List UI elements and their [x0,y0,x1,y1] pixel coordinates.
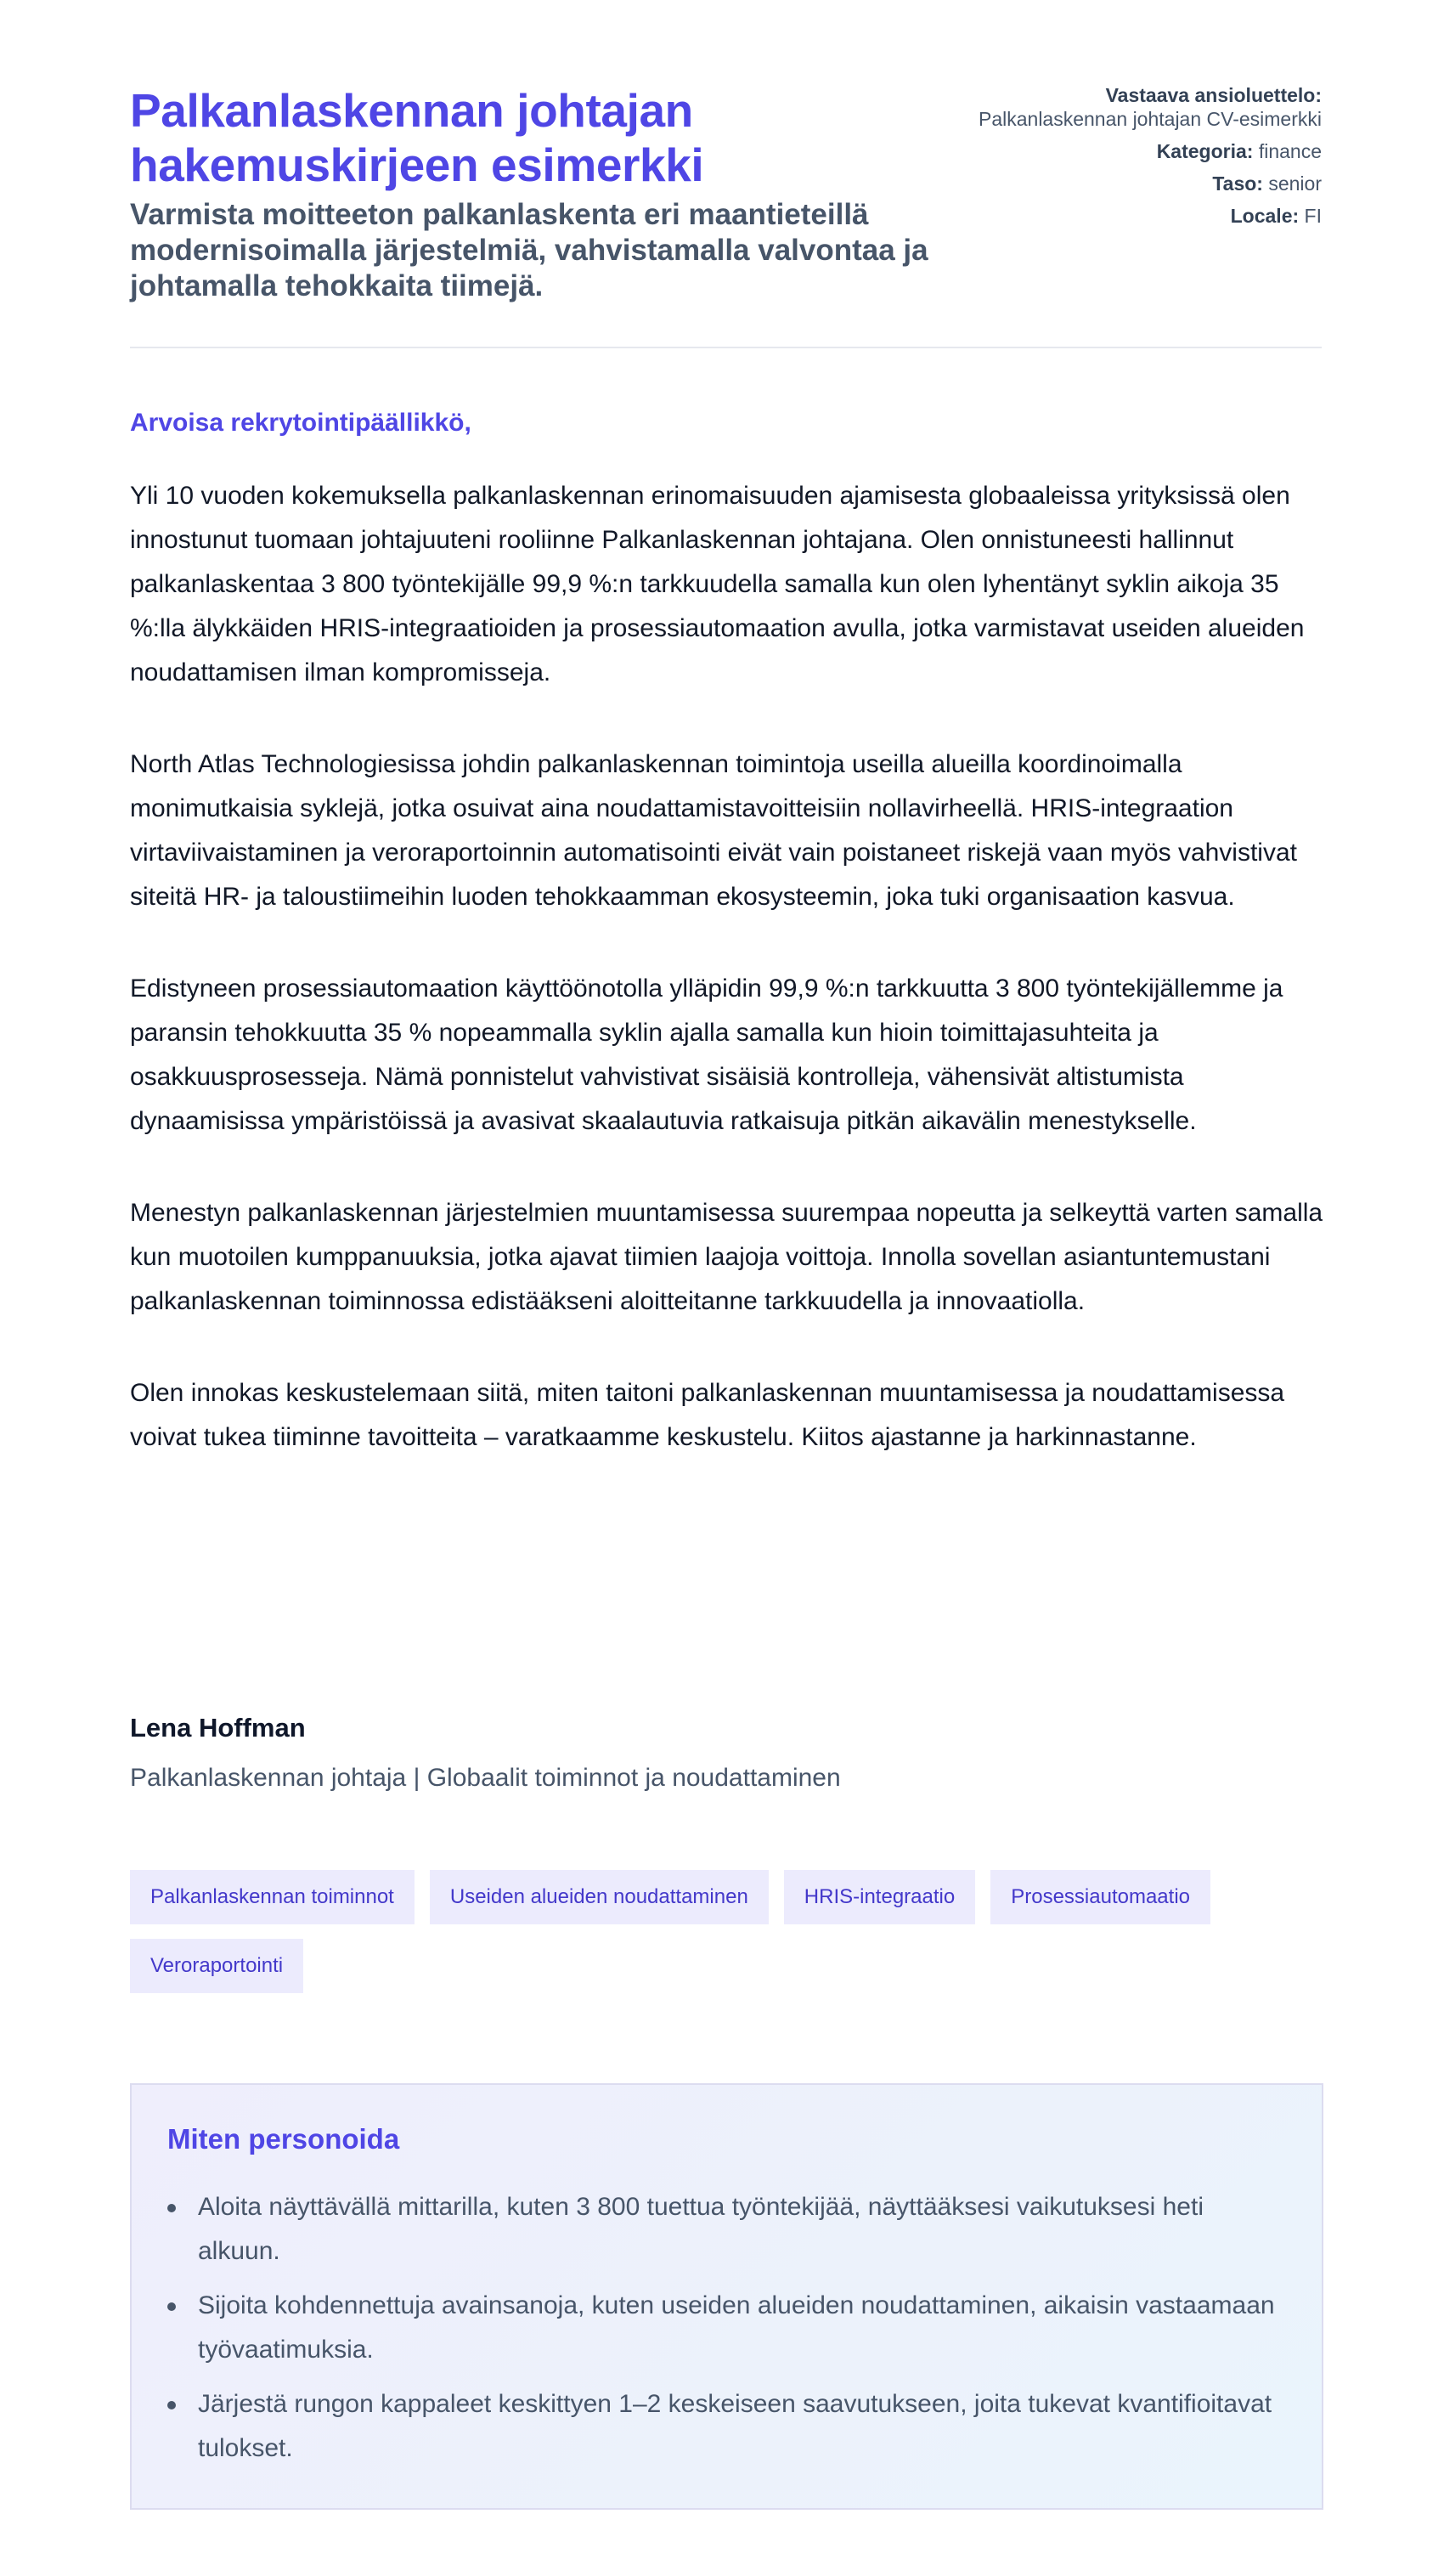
bullet-icon [167,2204,176,2212]
signature-name: Lena Hoffman [130,1713,306,1743]
letter-paragraph: Edistyneen prosessiautomaation käyttöönotolla ylläpidin 99,9 %:n tarkkuutta 3 800 työntekijällemme ja paransin tehokkuutta 35 % nopeammalla syklin ajalla samalla kun hioin toimittajasuhteita ja osakkuusprosesseja. Nämä ponnistelut vahvistivat sisäisiä kontrolleja, vähensivät altistumista dynaamisissa ympäristöissä ja avasivat skaalautuvia ratkaisuja pitkän aikavälin menestykselle. [130,974,1283,1135]
skill-tag: Veroraportointi [130,1939,303,1993]
letter-greeting: Arvoisa rekrytointipäällikkö, [130,409,471,437]
tips-list-item [167,2185,1289,2274]
skill-tag: Prosessiautomaatio [990,1870,1210,1924]
skill-tag: Useiden alueiden noudattaminen [430,1870,769,1924]
tips-list-item [167,2382,1289,2471]
meta-related-resume-value: Palkanlaskennan johtajan CV-esimerkki [979,108,1322,130]
page-title: Palkanlaskennan johtajan hakemuskirjeen esimerkki [130,84,704,191]
meta-level-value: senior [1268,172,1322,195]
tips-list-item-text: Sijoita kohdennettuja avainsanoja, kuten useiden alueiden noudattaminen, aikaisin vastaamaan työvaatimuksia. [198,2291,1275,2364]
tips-list [167,2185,1289,2481]
skill-tags [130,1870,1336,1993]
meta-panel [956,83,1322,236]
meta-locale-label: Locale: [1230,205,1300,227]
skill-tag: Palkanlaskennan toiminnot [130,1870,415,1924]
meta-related-resume [956,83,1322,131]
meta-locale-value: FI [1304,205,1322,227]
letter-body [130,474,1328,1507]
bullet-icon [167,2302,176,2311]
meta-category [956,139,1322,163]
meta-locale [956,204,1322,228]
meta-level [956,172,1322,195]
personalization-tips-box [130,2083,1323,2510]
letter-paragraph: North Atlas Technologiesissa johdin palkanlaskennan toimintoja useilla alueilla koordinoimalla monimutkaisia syklejä, jotka osuivat aina noudattamistavoitteisiin nollavirheellä. HRIS-integraation virtaviivaistaminen ja veroraportoinnin automatisointi eivät vain poistaneet riskejä vaan myös vahvistivat siteitä HR- ja taloustiimeihin luoden tehokkaamman ekosysteemin, joka tuki organisaation kasvua. [130,750,1297,911]
meta-level-label: Taso: [1212,172,1263,195]
letter-paragraph: Menestyn palkanlaskennan järjestelmien muuntamisessa suurempaa nopeutta ja selkeyttä varten samalla kun muotoilen kumppanuuksia, jotka ajavat tiimien laajoja voittoja. Innolla sovellan asiantuntemustani palkanlaskennan toiminnossa edistääkseni aloitteitanne tarkkuudella ja innovaatiolla. [130,1199,1323,1315]
tips-list-item [167,2284,1289,2372]
tips-list-item-text: Järjestä rungon kappaleet keskittyen 1–2 keskeiseen saavutukseen, joita tukevat kvantifioitavat tulokset. [198,2390,1272,2462]
tips-list-item-text: Aloita näyttävällä mittarilla, kuten 3 800 tuettua työntekijää, näyttääksesi vaikutuksesi heti alkuun. [198,2193,1204,2265]
letter-paragraph: Yli 10 vuoden kokemuksella palkanlaskennan erinomaisuuden ajamisesta globaaleissa yrityksissä olen innostunut tuomaan johtajuuteni rooliinne Palkanlaskennan johtajana. Olen onnistuneesti hallinnut palkanlaskentaa 3 800 työntekijälle 99,9 %:n tarkkuudella samalla kun olen lyhentänyt syklin aikoja 35 %:lla älykkäiden HRIS-integraatioiden ja prosessiautomaation avulla, jotka varmistavat useiden alueiden noudattamisen ilman kompromisseja. [130,482,1305,686]
skill-tag: HRIS-integraatio [784,1870,975,1924]
meta-category-label: Kategoria: [1156,140,1254,162]
bullet-icon [167,2401,176,2409]
meta-category-value: finance [1258,140,1322,162]
page-header [130,75,1322,348]
tips-heading: Miten personoida [167,2123,400,2155]
page-subtitle: Varmista moitteeton palkanlaskenta eri maantieteillä modernisoimalla järjestelmiä, vahvistamalla valvontaa ja johtamalla tehokkaita tiimejä. [130,198,928,302]
letter-paragraph: Olen innokas keskustelemaan siitä, miten taitoni palkanlaskennan muuntamisessa ja noudattamisessa voivat tukea tiiminne tavoitteita – varatkaamme keskustelu. Kiitos ajastanne ja harkinnastanne. [130,1379,1285,1451]
signature-title: Palkanlaskennan johtaja | Globaalit toiminnot ja noudattaminen [130,1764,841,1792]
meta-related-resume-label: Vastaava ansioluettelo: [1105,84,1322,106]
